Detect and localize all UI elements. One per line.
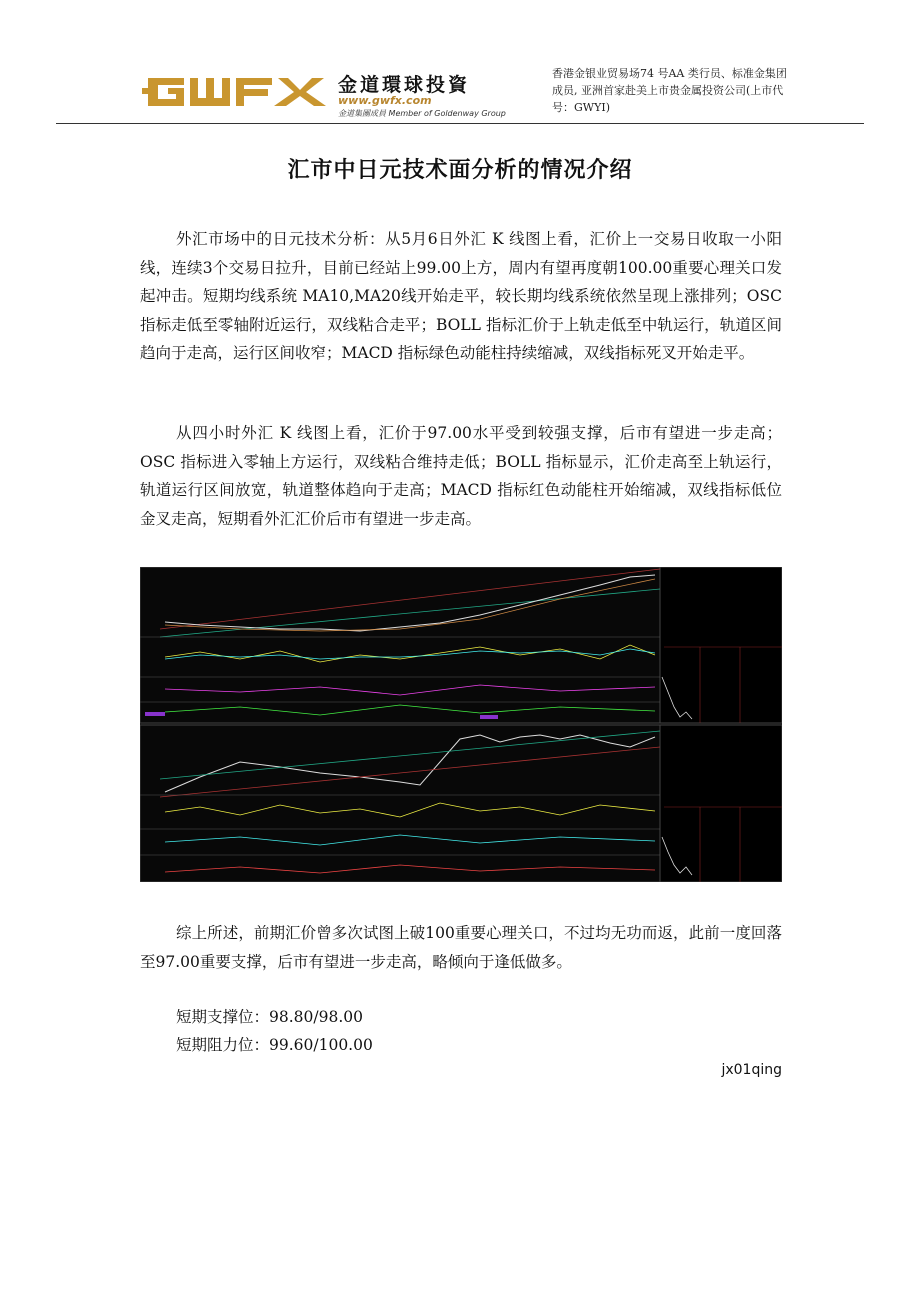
paragraph-4h-analysis: 从四小时外汇 K 线图上看，汇价于97.00水平受到较强支撑，后市有望进一步走高；OSC 指标进入零轴上方运行，双线粘合维持走低；BOLL 指标显示，汇价走高至上轨运行，轨道运行区间放宽，轨道整体趋向于走高；MACD 指标红色动能柱开始缩减，双线指标低位金叉走高，短期看外汇汇价后市有望进一步走高。 xyxy=(140,424,782,528)
logo-chinese-name: 金道環球投資 xyxy=(338,74,471,96)
candlestick-chart-image xyxy=(140,567,782,882)
support-level: 短期支撑位：98.80/98.00 xyxy=(176,1008,363,1026)
page-title: 汇市中日元技术面分析的情况介绍 xyxy=(287,158,633,183)
author-signature: jx01qing xyxy=(721,1062,782,1078)
resistance-level: 短期阻力位：99.60/100.00 xyxy=(176,1036,373,1054)
paragraph-daily-analysis: 外汇市场中的日元技术分析：从5月6日外汇 K 线图上看，汇价上一交易日收取一小阳线，连续3个交易日拉升，目前已经站上99.00上方，周内有望再度朝100.00重要心理关口发起冲击。短期均线系统 MA10,MA20线开始走平，较长期均线系统依然呈现上涨排列；OSC 指标走低至零轴附近运行，双线粘合走平；BOLL 指标汇价于上轨走低至中轨运行，轨道区间趋向于走高，运行区间收窄；MACD 指标绿色动能柱持续缩减，双线指标死叉开始走平。 xyxy=(140,230,782,363)
forex-chart-screenshot xyxy=(140,567,782,882)
company-logo xyxy=(142,66,506,118)
logo-website: www.gwfx.com xyxy=(338,94,432,107)
paragraph-summary: 综上所述，前期汇价曾多次试图上破100重要心理关口，不过均无功而返，此前一度回落至97.00重要支撑，后市有望进一步走高，略倾向于逢低做多。 xyxy=(140,924,782,971)
company-info: 香港金银业贸易场74 号AA 类行员、标准金集团成员, 亚洲首家赴美上市贵金属投资公司(上市代号：GWYI) xyxy=(552,67,787,114)
gwfx-logo-mark xyxy=(142,70,332,112)
header-divider xyxy=(56,123,864,124)
logo-member-text: 金道集團成員 Member of Goldenway Group xyxy=(338,109,506,118)
page-header xyxy=(56,58,864,124)
